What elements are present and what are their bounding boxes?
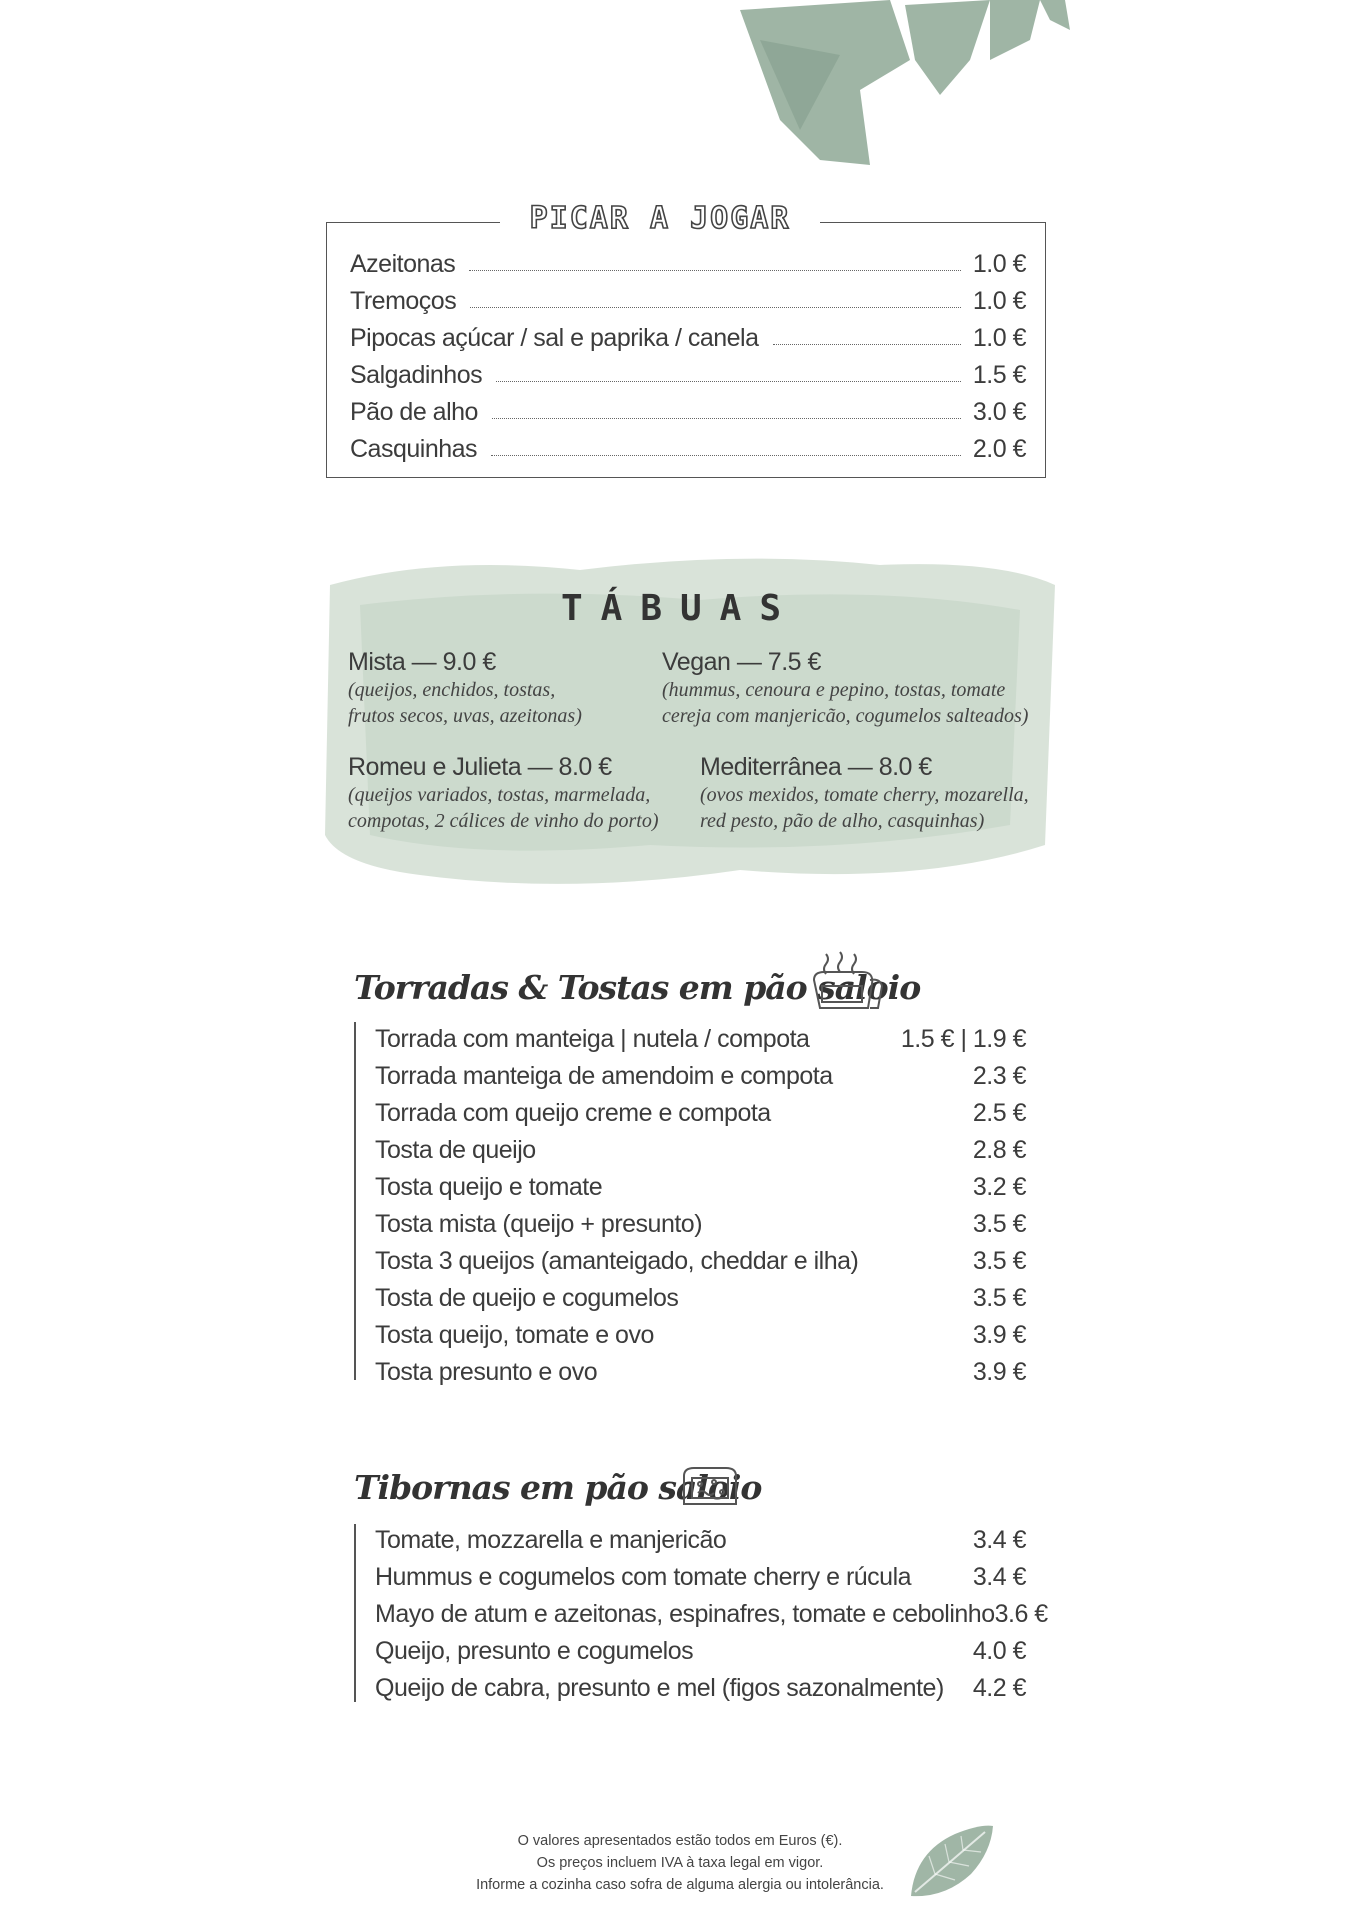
board-description: (hummus, cenoura e pepino, tostas, tomate	[662, 679, 1006, 701]
menu-item	[375, 1313, 1026, 1350]
board-card	[348, 648, 582, 729]
item-price: 3.0 €	[972, 398, 1026, 426]
item-name: Salgadinhos	[350, 361, 483, 389]
item-price: 2.3 €	[972, 1062, 1026, 1090]
item-price: 3.4 €	[972, 1526, 1026, 1554]
item-price: 3.5 €	[972, 1284, 1026, 1312]
menu-item	[375, 1276, 1026, 1313]
section-vertical-rule	[354, 1524, 356, 1702]
item-name: Casquinhas	[350, 435, 478, 463]
item-name: Hummus e cogumelos com tomate cherry e rúcula	[375, 1563, 912, 1591]
dotted-leader	[773, 344, 961, 345]
item-name: Pipocas açúcar / sal e paprika / canela	[350, 324, 759, 352]
item-name: Azeitonas	[350, 250, 456, 278]
board-description: frutos secos, uvas, azeitonas)	[348, 705, 582, 727]
toast-icon	[808, 950, 890, 1016]
board-description: compotas, 2 cálices de vinho do porto)	[348, 810, 659, 832]
board-description: (queijos, enchidos, tostas,	[348, 679, 556, 701]
menu-item	[375, 1518, 1026, 1555]
item-price: 1.0 €	[972, 324, 1026, 352]
board-description: (queijos variados, tostas, marmelada,	[348, 784, 651, 806]
dotted-leader	[470, 307, 961, 308]
item-price: 3.5 €	[972, 1247, 1026, 1275]
tibornas-section-title: Tibornas em pão saloio	[354, 1468, 762, 1507]
board-description: cereja com manjericão, cogumelos salteados)	[662, 705, 1029, 727]
item-price: 3.9 €	[972, 1358, 1026, 1386]
menu-item	[350, 279, 1026, 316]
item-price: 4.2 €	[972, 1674, 1026, 1702]
board-card	[700, 753, 1029, 834]
board-name: Mista — 9.0 €	[348, 648, 496, 676]
item-name: Torrada com queijo creme e compota	[375, 1099, 771, 1127]
board-name: Mediterrânea — 8.0 €	[700, 753, 932, 781]
menu-item	[375, 1592, 1048, 1629]
footer-line: O valores apresentados estão todos em Euros (€).	[517, 1833, 843, 1849]
menu-item	[375, 1555, 1026, 1592]
item-name: Torrada com manteiga | nutela / compota	[375, 1025, 810, 1053]
dotted-leader	[492, 418, 961, 419]
item-name: Torrada manteiga de amendoim e compota	[375, 1062, 833, 1090]
menu-item	[375, 1666, 1026, 1703]
board-description: (ovos mexidos, tomate cherry, mozarella,	[700, 784, 1029, 806]
item-name: Tosta 3 queijos (amanteigado, cheddar e ilha)	[375, 1247, 859, 1275]
menu-item	[375, 1054, 1026, 1091]
dotted-leader	[469, 270, 961, 271]
footer-line: Informe a cozinha caso sofra de alguma alergia ou intolerância.	[476, 1877, 884, 1893]
item-price: 2.8 €	[972, 1136, 1026, 1164]
menu-item	[350, 353, 1026, 390]
item-price: 1.0 €	[972, 250, 1026, 278]
item-price: 1.5 €	[972, 361, 1026, 389]
menu-item	[375, 1128, 1026, 1165]
item-name: Tremoços	[350, 287, 457, 315]
board-name: Romeu e Julieta — 8.0 €	[348, 753, 612, 781]
item-price: 3.9 €	[972, 1321, 1026, 1349]
menu-item	[375, 1202, 1026, 1239]
section-vertical-rule	[354, 1022, 356, 1380]
menu-item	[350, 427, 1026, 464]
footer-notes	[400, 1830, 960, 1896]
picar-menu-list	[350, 242, 1026, 464]
dotted-leader	[491, 455, 961, 456]
board-name: Vegan — 7.5 €	[662, 648, 821, 676]
dotted-leader	[496, 381, 961, 382]
menu-item	[375, 1629, 1026, 1666]
torradas-section-title: Torradas & Tostas em pão saloio	[354, 968, 921, 1007]
item-price: 3.5 €	[972, 1210, 1026, 1238]
item-price: 2.5 €	[972, 1099, 1026, 1127]
item-name: Pão de alho	[350, 398, 478, 426]
item-name: Tosta presunto e ovo	[375, 1358, 598, 1386]
item-name: Queijo de cabra, presunto e mel (figos sazonalmente)	[375, 1674, 944, 1702]
tibornas-menu-list	[375, 1518, 1048, 1703]
item-name: Tosta de queijo e cogumelos	[375, 1284, 679, 1312]
menu-item	[375, 1017, 1026, 1054]
menu-item	[375, 1165, 1026, 1202]
menu-item	[350, 316, 1026, 353]
board-card	[348, 753, 659, 834]
menu-item	[375, 1239, 1026, 1276]
leaf-icon	[905, 1822, 997, 1902]
item-price: 3.2 €	[972, 1173, 1026, 1201]
tabuas-section-title: TÁBUAS	[560, 588, 800, 629]
board-description: red pesto, pão de alho, casquinhas)	[700, 810, 985, 832]
menu-item	[350, 390, 1026, 427]
menu-item	[375, 1350, 1026, 1387]
menu-item	[375, 1091, 1026, 1128]
bread-slice-icon	[680, 1466, 740, 1508]
item-name: Tosta mista (queijo + presunto)	[375, 1210, 703, 1238]
item-name: Tosta queijo e tomate	[375, 1173, 603, 1201]
picar-section-title: PICAR A JOGAR	[500, 196, 820, 242]
item-name: Mayo de atum e azeitonas, espinafres, tomate e cebolinho	[375, 1600, 995, 1628]
footer-line: Os preços incluem IVA à taxa legal em vigor.	[536, 1855, 824, 1871]
menu-item	[350, 242, 1026, 279]
item-price: 4.0 €	[972, 1637, 1026, 1665]
item-price: 3.4 €	[972, 1563, 1026, 1591]
torradas-menu-list	[375, 1017, 1026, 1387]
item-price: 2.0 €	[972, 435, 1026, 463]
item-name: Queijo, presunto e cogumelos	[375, 1637, 694, 1665]
item-price: 3.6 €	[994, 1600, 1048, 1628]
item-name: Tomate, mozzarella e manjericão	[375, 1526, 727, 1554]
board-card	[662, 648, 1028, 729]
item-price: 1.0 €	[972, 287, 1026, 315]
item-name: Tosta queijo, tomate e ovo	[375, 1321, 654, 1349]
item-price: 1.5 € | 1.9 €	[900, 1025, 1026, 1053]
item-name: Tosta de queijo	[375, 1136, 536, 1164]
monstera-leaf-illustration	[740, 0, 1070, 170]
